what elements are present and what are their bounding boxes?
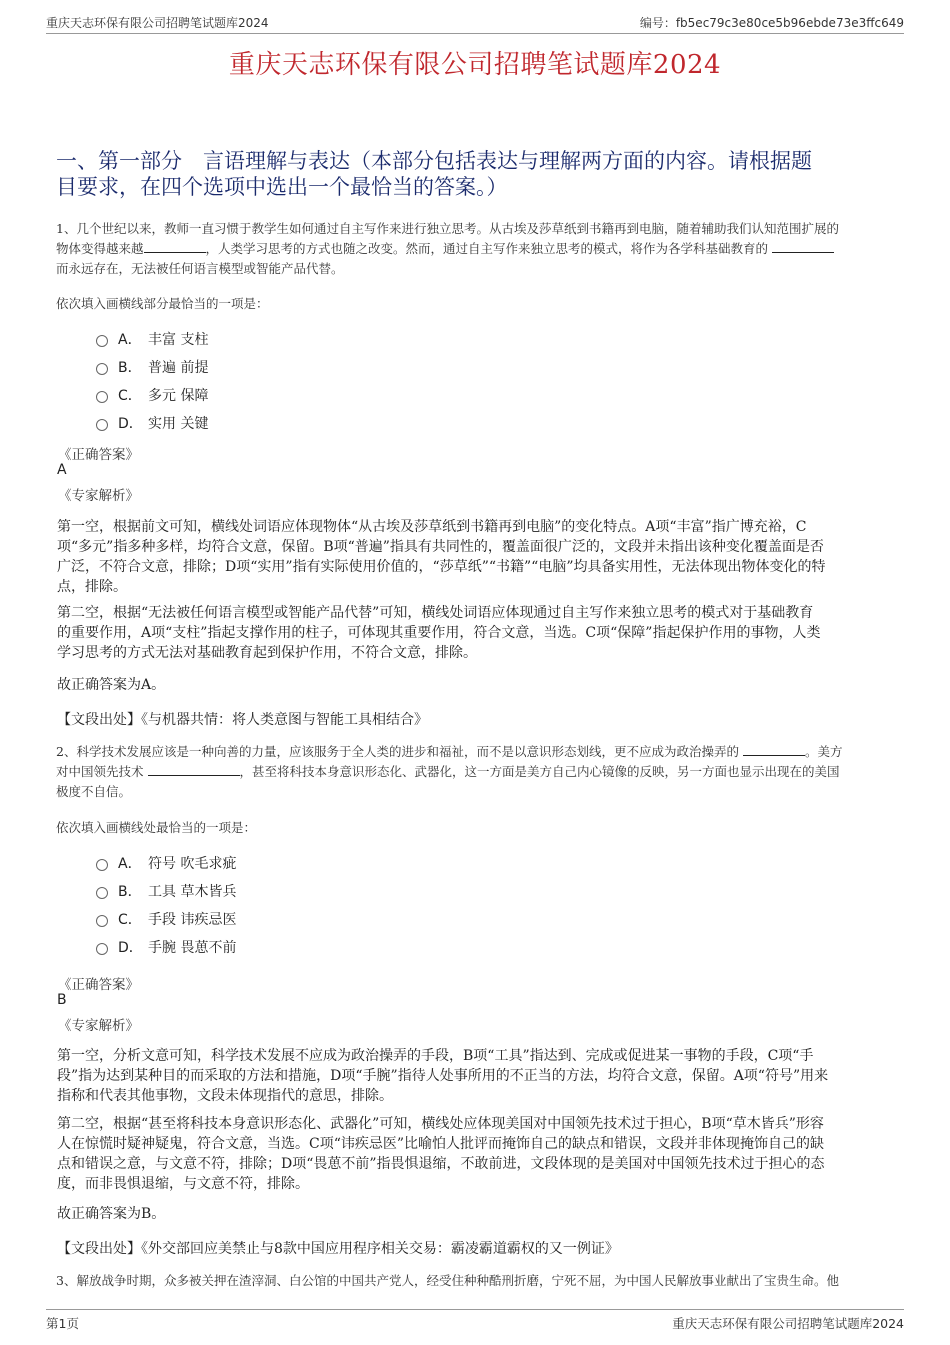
question-1-analysis-1: 第一空，根据前文可知，横线处词语应体现物体“从古埃及莎草纸到书籍再到电脑”的变化特点。A项“丰富”指广博充裕，C 项“多元”指多种多样，均符合文意，保留。B项“普遍”指具有共同性的，覆盖面很广泛的，文段并未指出该种变化覆盖面是否 广泛，不符合文意，排除；D项“实用”指有实际使用价值的，“莎草纸”“书籍”“电脑”均具备实用性，无法体现出物体变化的特 点，排除。	[57, 519, 826, 595]
question-1-analysis-label: 《专家解析》	[58, 488, 139, 504]
radio-icon[interactable]	[96, 887, 108, 899]
question-1-answer-label: 《正确答案》	[58, 447, 139, 463]
header-doc-name: 重庆天志环保有限公司招聘笔试题库2024	[46, 16, 269, 30]
question-1-prompt: 依次填入画横线部分最恰当的一项是：	[56, 296, 269, 311]
document-title: 重庆天志环保有限公司招聘笔试题库2024	[228, 50, 722, 80]
question-2-prompt: 依次填入画横线处最恰当的一项是：	[56, 820, 257, 835]
header-doc-id: 编号：fb5ec79c3e80ce5b96ebde73e3ffc649	[639, 16, 904, 30]
page-header	[46, 14, 904, 34]
question-1-line2: 物体变得越来越 ，人类学习思考的方式也随之改变。然而，通过自主写作来独立思考的模式，将作为各学科基础教育的	[56, 239, 894, 259]
question-2-line3: 极度不自信。	[56, 784, 132, 799]
question-1-answer: A	[57, 462, 67, 478]
radio-icon[interactable]	[96, 363, 108, 375]
footer-doc-name: 重庆天志环保有限公司招聘笔试题库2024	[672, 1316, 904, 1331]
question-2-options	[96, 849, 236, 961]
section-heading-line2: 目要求，在四个选项中选出一个最恰当的答案。）	[56, 175, 508, 199]
section-heading	[56, 148, 896, 200]
question-2-answer-label: 《正确答案》	[58, 977, 139, 993]
question-2-analysis-1: 第一空，分析文意可知，科学技术发展不应成为政治操弄的手段，B项“工具”指达到、完成或促进某一事物的手段，C项“手 段”指为达到某种目的而采取的方法和措施，D项“手腕”指待人处事所用的不正当的方法，均符合文意，保留。A项“符号”用来 指称和代表其他事物，文段未体现指代的意思，排除。	[57, 1048, 829, 1104]
section-heading-line1: 一、第一部分 言语理解与表达（本部分包括表达与理解两方面的内容。请根据题	[56, 149, 812, 173]
question-1-option-d[interactable]: D． 实用 关键	[96, 409, 208, 437]
question-1-option-a[interactable]: A． 丰富 支柱	[96, 325, 208, 353]
radio-icon[interactable]	[96, 391, 108, 403]
question-2-line1: 2、科学技术发展应该是一种向善的力量，应该服务于全人类的进步和福祉，而不是以意识形态划线，更不应成为政治操弄的 。美方	[56, 744, 843, 759]
blank-2	[772, 239, 834, 253]
blank-2	[148, 762, 240, 776]
question-2-conclusion: 故正确答案为B。	[57, 1206, 166, 1222]
blank-1	[743, 742, 805, 756]
question-1-option-b[interactable]: B． 普遍 前提	[96, 353, 208, 381]
question-1-conclusion: 故正确答案为A。	[57, 677, 166, 693]
question-1-option-c[interactable]: C． 多元 保障	[96, 381, 208, 409]
question-1-line3: 而永远存在，无法被任何语言模型或智能产品代替。	[56, 261, 344, 276]
radio-icon[interactable]	[96, 943, 108, 955]
radio-icon[interactable]	[96, 915, 108, 927]
question-2-option-a[interactable]: A． 符号 吹毛求疵	[96, 849, 236, 877]
radio-icon[interactable]	[96, 859, 108, 871]
question-1-source: 【文段出处】《与机器共情：将人类意图与智能工具相结合》	[57, 712, 428, 728]
question-2-analysis-2: 第二空，根据“甚至将科技本身意识形态化、武器化”可知，横线处应体现美国对中国领先技术过于担心，B项“草木皆兵”形容 人在惊慌时疑神疑鬼，符合文意，当选。C项“讳疾忌医”比喻怕人批评而掩饰自己的缺点和错误，文段并非体现掩饰自己的缺 点和错误之意，与文意不符，排除；D项“畏葸不前”指畏惧退缩，不敢前进，文段体现的是美国对中国领先技术过于担心的态 度，而非畏惧退缩，与文意不符，排除。	[57, 1116, 825, 1192]
question-1-options	[96, 325, 208, 437]
question-1-stem	[56, 219, 894, 279]
question-1-analysis-2: 第二空，根据“无法被任何语言模型或智能产品代替”可知，横线处词语应体现通过自主写作来独立思考的模式对于基础教育 的重要作用，A项“支柱”指起支撑作用的柱子，可体现其重要作用，符合文意，当选。C项“保障”指起保护作用的事物，人类 学习思考的方式无法对基础教育起到保护作用，不符合文意，排除。	[57, 605, 821, 661]
question-2-line2: 对中国领先技术 ，甚至将科技本身意识形态化、武器化，这一方面是美方自己内心镜像的反映，另一方面也显示出现在的美国	[56, 764, 840, 779]
question-2-option-c[interactable]: C． 手段 讳疾忌医	[96, 905, 236, 933]
page-number: 第1页	[46, 1316, 79, 1331]
radio-icon[interactable]	[96, 419, 108, 431]
question-3-stem: 3、解放战争时期，众多被关押在渣滓洞、白公馆的中国共产党人，经受住种种酷刑折磨，宁死不屈，为中国人民解放事业献出了宝贵生命。他	[56, 1273, 839, 1288]
question-2-source: 【文段出处】《外交部回应美禁止与8款中国应用程序相关交易：霸凌霸道霸权的又一例证》	[57, 1241, 619, 1257]
question-2-analysis-label: 《专家解析》	[58, 1018, 139, 1034]
blank-1	[144, 239, 206, 253]
question-1-line1: 1、几个世纪以来，教师一直习惯于教学生如何通过自主写作来进行独立思考。从古埃及莎草纸到书籍再到电脑，随着辅助我们认知范围扩展的	[56, 221, 839, 236]
question-2-answer: B	[57, 992, 67, 1008]
footer-divider	[46, 1309, 904, 1310]
radio-icon[interactable]	[96, 335, 108, 347]
question-2-stem	[56, 742, 894, 802]
question-2-option-d[interactable]: D． 手腕 畏葸不前	[96, 933, 236, 961]
header-divider	[46, 33, 904, 34]
question-2-option-b[interactable]: B． 工具 草木皆兵	[96, 877, 236, 905]
